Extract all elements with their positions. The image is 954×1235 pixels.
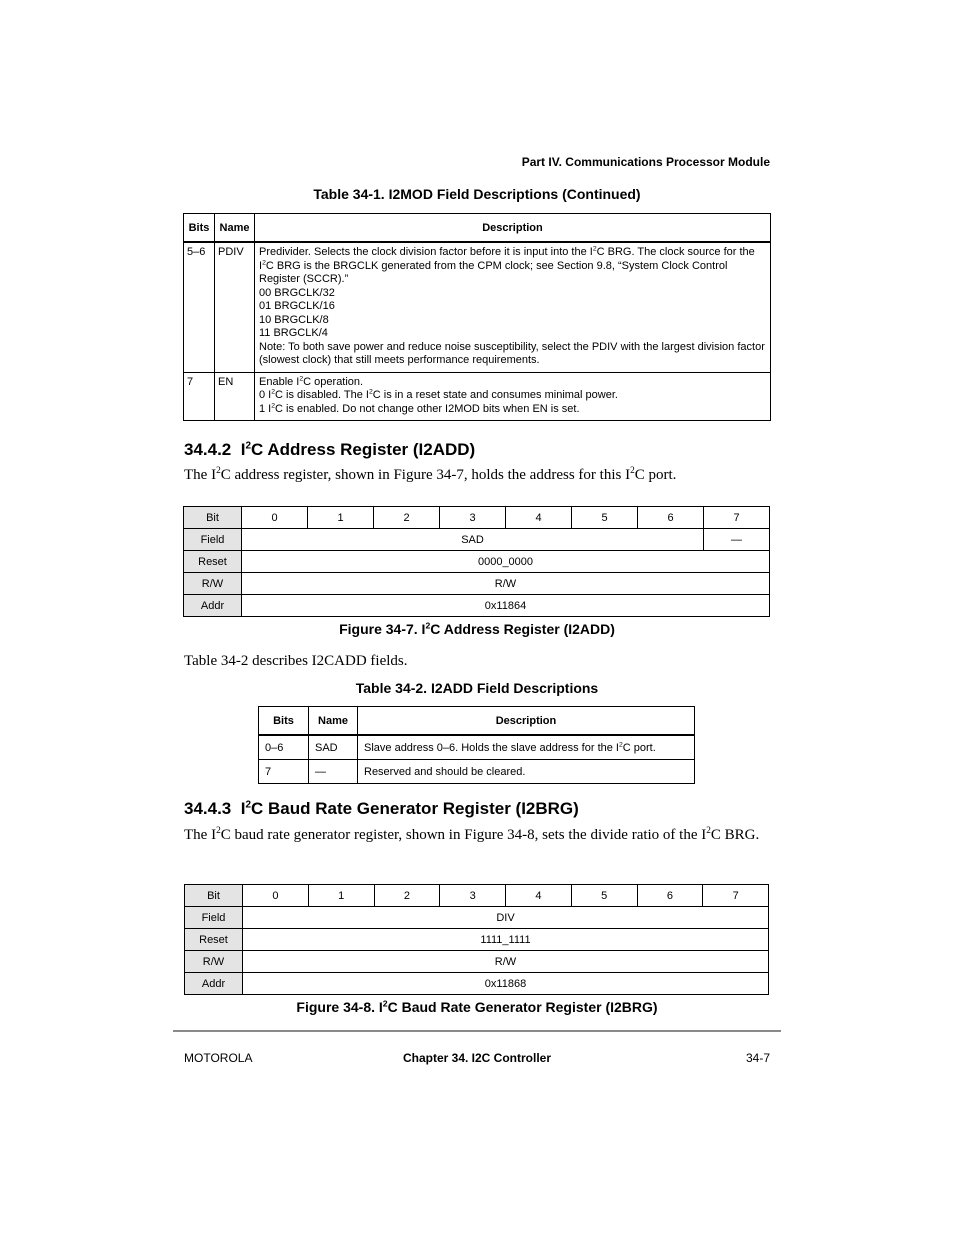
paragraph-i2brg: The $I^2C$ baud rate generator register, shown in Figure 34-8, sets the divide ratio of the $I^2C$ BRG. bbox=[184, 826, 760, 843]
addr-row bbox=[185, 973, 769, 995]
table-34-1-caption: Table 34-1. I2MOD Field Descriptions (Continued) bbox=[313, 186, 641, 202]
header-bits: Bits bbox=[184, 214, 215, 243]
bit-number: 0 bbox=[243, 885, 309, 907]
cell-name: SAD bbox=[309, 735, 358, 760]
i2add-field-table bbox=[258, 706, 695, 784]
cell-description bbox=[255, 242, 771, 372]
pdiv-option: 10 BRGCLK/8 bbox=[259, 313, 329, 326]
header-description: Description bbox=[255, 214, 771, 243]
table-row bbox=[184, 372, 771, 421]
bit-number: 2 bbox=[374, 507, 440, 529]
paragraph-table-34-2: Table 34-2 describes I2CADD fields. bbox=[184, 653, 408, 669]
cell-bits: 7 bbox=[259, 760, 309, 784]
reset-row bbox=[184, 551, 770, 573]
pdiv-option: 00 BRGCLK/32 bbox=[259, 286, 335, 299]
footer-chapter: Chapter 34. I2C Controller bbox=[402, 1051, 552, 1065]
bit-number: 7 bbox=[704, 507, 770, 529]
bit-number: 1 bbox=[308, 885, 374, 907]
bit-number: 7 bbox=[703, 885, 769, 907]
bit-number: 5 bbox=[572, 507, 638, 529]
bit-label: Bit bbox=[185, 885, 243, 907]
en-description: Enable $I^2C$ operation. bbox=[259, 374, 364, 388]
table-header-row bbox=[259, 707, 695, 736]
reset-label: Reset bbox=[184, 551, 242, 573]
running-head: Part IV. Communications Processor Module bbox=[521, 155, 770, 169]
addr-label: Addr bbox=[184, 595, 242, 617]
footer-publisher: MOTOROLA bbox=[184, 1051, 253, 1065]
reset-label: Reset bbox=[185, 929, 243, 951]
addr-row bbox=[184, 595, 770, 617]
field-label: Field bbox=[184, 529, 242, 551]
pdiv-description: Predivider. Selects the clock division factor before it is input into the $I^2C$ BRG. The clock source for the $I^2C$ BRG is the BRGCLK generated from the CPM clock; see Section 9.8, “System Clock Control Register (SCCR).” bbox=[259, 245, 755, 285]
bit-row bbox=[184, 507, 770, 529]
section-heading-i2brg: 34.4.3 $I^2C$ Baud Rate Generator Register (I2BRG) bbox=[184, 799, 579, 818]
rw-value: R/W bbox=[243, 951, 769, 973]
i2brg-register-diagram bbox=[184, 884, 769, 995]
bit-number: 4 bbox=[506, 507, 572, 529]
addr-label: Addr bbox=[185, 973, 243, 995]
section-heading-i2add: 34.4.2 $I^2C$ Address Register (I2ADD) bbox=[184, 440, 476, 459]
cell-bits: 5–6 bbox=[184, 242, 215, 372]
pdiv-option: 11 BRGCLK/4 bbox=[259, 327, 328, 339]
field-row bbox=[184, 529, 770, 551]
bit-number: 3 bbox=[440, 885, 506, 907]
rw-label: R/W bbox=[184, 573, 242, 595]
footer-rule bbox=[173, 1030, 781, 1032]
table-header-row bbox=[184, 214, 771, 243]
i2mod-field-table bbox=[183, 213, 771, 421]
cell-name: PDIV bbox=[215, 242, 255, 372]
cell-description: Slave address 0–6. Holds the slave address for the $I^2C$ port. bbox=[358, 735, 695, 760]
cell-name: — bbox=[309, 760, 358, 784]
bit-row bbox=[185, 885, 769, 907]
field-row bbox=[185, 907, 769, 929]
reset-value: 1111_1111 bbox=[243, 929, 769, 951]
field-label: Field bbox=[185, 907, 243, 929]
header-name: Name bbox=[215, 214, 255, 243]
en-option: 0 $I^2C$ is disabled. The $I^2C$ is in a reset state and consumes minimal power. bbox=[259, 388, 618, 401]
field-reserved: — bbox=[704, 529, 770, 551]
bit-number: 0 bbox=[242, 507, 308, 529]
cell-description bbox=[255, 372, 771, 421]
table-row bbox=[259, 760, 695, 784]
addr-value: 0x11864 bbox=[242, 595, 770, 617]
bit-number: 3 bbox=[440, 507, 506, 529]
paragraph-i2add: The $I^2C$ address register, shown in Figure 34-7, holds the address for this $I^2C$ port. bbox=[184, 466, 677, 483]
bit-number: 5 bbox=[571, 885, 637, 907]
pdiv-option: 01 BRGCLK/16 bbox=[259, 300, 335, 312]
rw-value: R/W bbox=[242, 573, 770, 595]
footer-page-number: 34-7 bbox=[745, 1051, 770, 1065]
header-name: Name bbox=[309, 707, 358, 736]
cell-bits: 7 bbox=[184, 372, 215, 421]
bit-label: Bit bbox=[184, 507, 242, 529]
rw-row bbox=[184, 573, 770, 595]
field-div: DIV bbox=[243, 907, 769, 929]
i2add-register-diagram bbox=[183, 506, 770, 617]
figure-34-7-caption: Figure 34-7. $I^2C$ Address Register (I2ADD) bbox=[339, 620, 615, 637]
table-row bbox=[259, 735, 695, 760]
bit-number: 4 bbox=[506, 885, 572, 907]
rw-row bbox=[185, 951, 769, 973]
table-34-2-caption: Table 34-2. I2ADD Field Descriptions bbox=[355, 680, 599, 696]
table-row bbox=[184, 242, 771, 372]
bit-number: 1 bbox=[308, 507, 374, 529]
field-sad: SAD bbox=[242, 529, 704, 551]
figure-34-8-caption: Figure 34-8. $I^2C$ Baud Rate Generator Register (I2BRG) bbox=[296, 998, 658, 1015]
header-bits: Bits bbox=[259, 707, 309, 736]
bit-number: 2 bbox=[374, 885, 440, 907]
header-description: Description bbox=[358, 707, 695, 736]
cell-name: EN bbox=[215, 372, 255, 421]
addr-value: 0x11868 bbox=[243, 973, 769, 995]
cell-description: Reserved and should be cleared. bbox=[358, 760, 695, 784]
cell-bits: 0–6 bbox=[259, 735, 309, 760]
bit-number: 6 bbox=[637, 885, 703, 907]
reset-row bbox=[185, 929, 769, 951]
pdiv-note: Note: To both save power and reduce noise susceptibility, select the PDIV with the largest division factor (slowest clock) that still meets performance requirements. bbox=[259, 340, 765, 366]
en-option: 1 $I^2C$ is enabled. Do not change other I2MOD bits when EN is set. bbox=[259, 401, 580, 415]
reset-value: 0000_0000 bbox=[242, 551, 770, 573]
bit-number: 6 bbox=[638, 507, 704, 529]
rw-label: R/W bbox=[185, 951, 243, 973]
